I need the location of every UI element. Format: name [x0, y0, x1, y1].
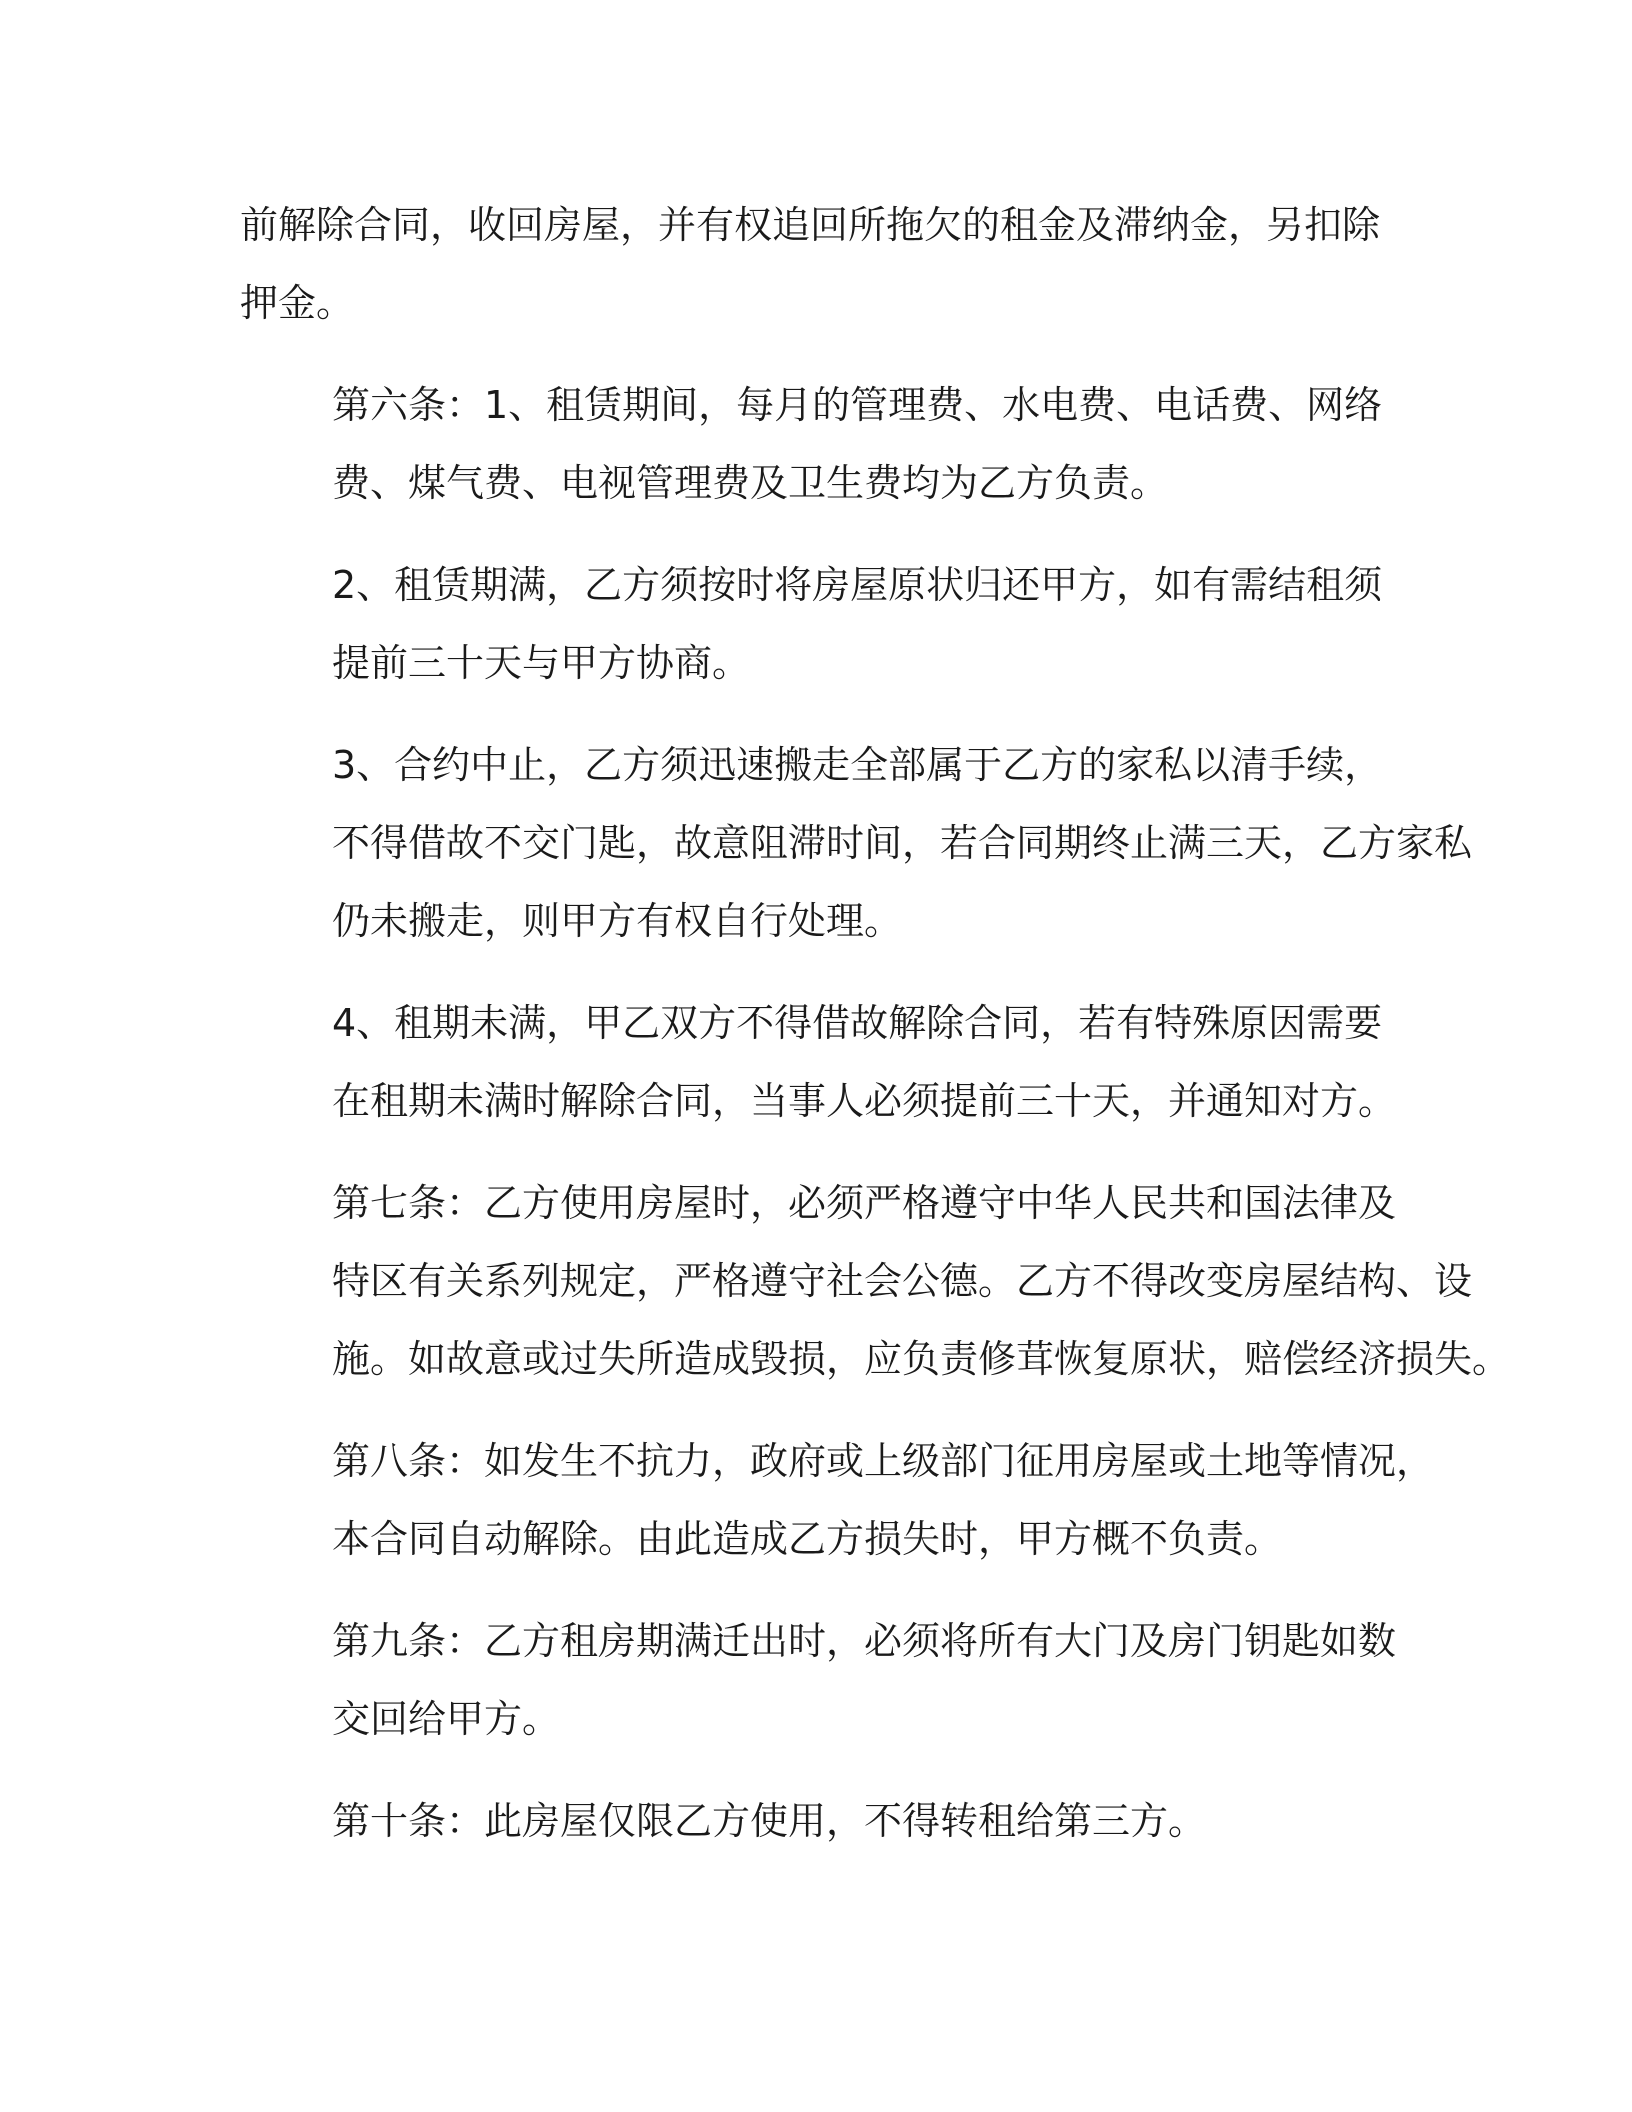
paragraph-article-6-item-3 [240, 726, 1473, 960]
contract-body [240, 186, 1511, 1884]
paragraph-article-6-item-2 [240, 546, 1410, 702]
text-line: 在租期未满时解除合同，当事人必须提前三十天，并通知对方。 [332, 1079, 1397, 1123]
text-line: 本合同自动解除。由此造成乙方损失时，甲方概不负责。 [332, 1517, 1283, 1561]
paragraph-article-6-item-4 [240, 984, 1410, 1140]
text-line: 特区有关系列规定，严格遵守社会公德。乙方不得改变房屋结构、设 [332, 1259, 1473, 1303]
paragraph-article-9 [240, 1602, 1410, 1758]
text-line: 第八条：如发生不抗力，政府或上级部门征用房屋或土地等情况， [332, 1439, 1435, 1483]
text-line: 提前三十天与甲方协商。 [332, 641, 751, 685]
paragraph-article-8 [240, 1422, 1435, 1578]
text-line: 不得借故不交门匙，故意阻滞时间，若合同期终止满三天，乙方家私 [332, 821, 1473, 865]
text-line: 费、煤气费、电视管理费及卫生费均为乙方负责。 [332, 461, 1169, 505]
text-line: 4、租期未满，甲乙双方不得借故解除合同，若有特殊原因需要 [332, 1001, 1383, 1045]
text-line: 3、合约中止，乙方须迅速搬走全部属于乙方的家私以清手续， [332, 743, 1383, 787]
text-line: 前解除合同，收回房屋，并有权追回所拖欠的租金及滞纳金，另扣除 [240, 203, 1381, 247]
text-line: 施。如故意或过失所造成毁损，应负责修茸恢复原状，赔偿经济损失。 [332, 1337, 1511, 1381]
text-line: 第九条：乙方租房期满迁出时，必须将所有大门及房门钥匙如数 [332, 1619, 1397, 1663]
text-line: 第六条：1、租赁期间，每月的管理费、水电费、电话费、网络 [332, 383, 1383, 427]
paragraph-article-7 [240, 1164, 1511, 1398]
paragraph-article-6-item-1 [240, 366, 1410, 522]
paragraph-continuation [240, 186, 1410, 342]
text-line: 第十条：此房屋仅限乙方使用，不得转租给第三方。 [332, 1799, 1207, 1843]
text-line: 押金。 [240, 281, 355, 325]
text-line: 交回给甲方。 [332, 1697, 561, 1741]
text-line: 第七条：乙方使用房屋时，必须严格遵守中华人民共和国法律及 [332, 1181, 1397, 1225]
text-line: 仍未搬走，则甲方有权自行处理。 [332, 899, 903, 943]
text-line: 2、租赁期满，乙方须按时将房屋原状归还甲方，如有需结租须 [332, 563, 1383, 607]
paragraph-article-10 [240, 1782, 1410, 1860]
